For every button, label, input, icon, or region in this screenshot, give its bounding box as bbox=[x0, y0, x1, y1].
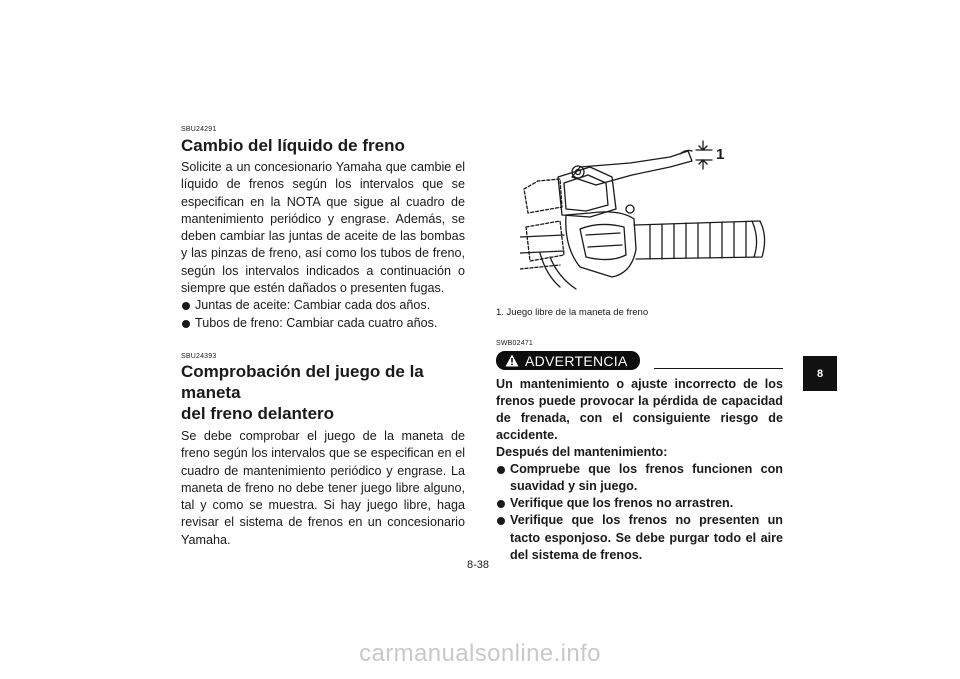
section-code: SBU24393 bbox=[181, 352, 217, 360]
warning-code: SWB02471 bbox=[496, 340, 534, 347]
bullet-list bbox=[181, 297, 465, 332]
warning-header bbox=[496, 351, 783, 370]
warning-label: ADVERTENCIA bbox=[525, 352, 628, 369]
warning-text: Un mantenimiento o ajuste incorrecto de los frenos puede provocar la pérdida de capacidad de frenada, con el consiguiente riesgo de accidente. bbox=[496, 377, 783, 442]
list-item: Compruebe que los frenos funcionen con suavidad y sin juego. bbox=[496, 461, 783, 496]
section-title bbox=[181, 361, 465, 424]
section-body: Se debe comprobar el juego de la maneta de freno según los intervalos que se especifican en el cuadro de mantenimiento periódico y engrase. La maneta de freno no debe tener juego libre alguno, tal y como se muestra. Si hay juego libre, haga revisar el sistema de frenos en un concesionario Yamaha. bbox=[181, 428, 465, 547]
section-tab: 8 bbox=[803, 356, 837, 391]
figure-caption: 1. Juego libre de la maneta de freno bbox=[496, 307, 649, 318]
warning-subheading: Después del mantenimiento: bbox=[496, 444, 668, 459]
warning-bullet-list bbox=[496, 461, 783, 565]
watermark: carmanualsonline.info bbox=[359, 640, 601, 667]
section-code: SBU24291 bbox=[181, 126, 217, 133]
brake-lever-illustration bbox=[520, 137, 784, 297]
page-number: 8-38 bbox=[467, 559, 490, 571]
list-item: Verifique que los frenos no arrastren. bbox=[496, 495, 783, 512]
divider bbox=[654, 368, 783, 369]
figure-callout: 1 bbox=[716, 146, 725, 163]
section-title-line: Comprobación del juego de la maneta bbox=[181, 361, 424, 402]
warning-triangle-icon bbox=[505, 354, 519, 367]
section-title-line: del freno delantero bbox=[181, 403, 335, 423]
left-column bbox=[181, 126, 465, 549]
section-title: Cambio del líquido de freno bbox=[181, 136, 405, 155]
warning-block bbox=[496, 340, 783, 564]
list-item: Tubos de freno: Cambiar cada cuatro años. bbox=[181, 315, 465, 332]
warning-badge bbox=[496, 351, 640, 370]
section-body: Solicite a un concesionario Yamaha que cambie el líquido de frenos según los intervalos que se especifican en la NOTA que sigue al cuadro de mantenimiento periódico y engrase. Además, se deben cambiar las juntas de aceite de las bombas y las pinzas de freno, así como los tubos de freno, según los intervalos indicados a continuación o siempre que estén dañados o presenten fugas. bbox=[181, 160, 465, 296]
list-item: Juntas de aceite: Cambiar cada dos años. bbox=[181, 297, 465, 314]
list-item: Verifique que los frenos no presenten un tacto esponjoso. Se debe purgar todo el aire del sistema de frenos. bbox=[496, 512, 783, 564]
